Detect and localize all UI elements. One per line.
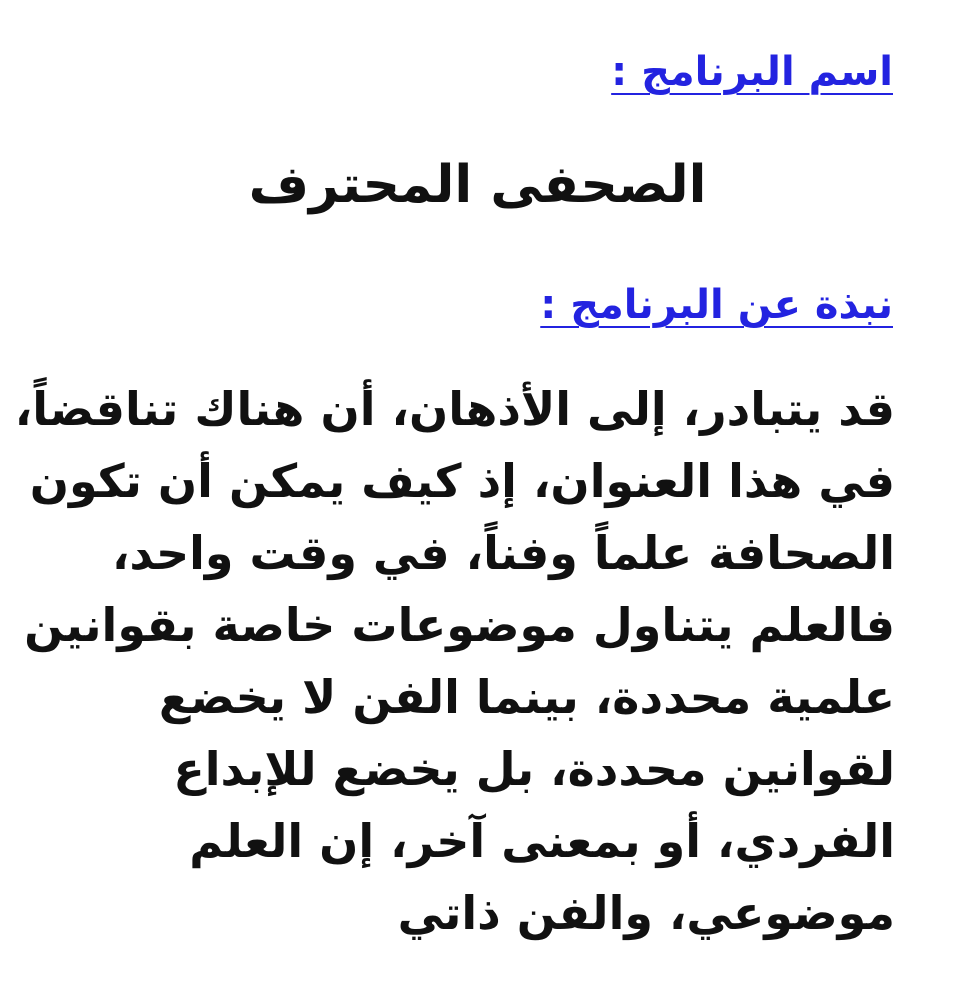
description-line: فالعلم يتناول موضوعات خاصة بقوانين bbox=[24, 598, 895, 652]
description-line: الفردي، أو بمعنى آخر، إن العلم bbox=[189, 814, 895, 868]
program-name-heading-link[interactable]: اسم البرنامج : bbox=[611, 49, 893, 95]
description-line: الصحافة علماً وفناً، في وقت واحد، bbox=[111, 526, 895, 580]
description-line: في هذا العنوان، إذ كيف يمكن أن تكون bbox=[29, 454, 895, 508]
about-program-heading-link[interactable]: نبذة عن البرنامج : bbox=[540, 282, 893, 328]
program-title: الصحفى المحترف bbox=[248, 155, 707, 215]
description-line: موضوعي، والفن ذاتي bbox=[397, 886, 895, 940]
program-description bbox=[14, 373, 895, 949]
description-line: علمية محددة، بينما الفن لا يخضع bbox=[158, 670, 895, 724]
description-line: قد يتبادر، إلى الأذهان، أن هناك تناقضاً، bbox=[14, 382, 895, 436]
description-line: لقوانين محددة، بل يخضع للإبداع bbox=[173, 742, 895, 796]
